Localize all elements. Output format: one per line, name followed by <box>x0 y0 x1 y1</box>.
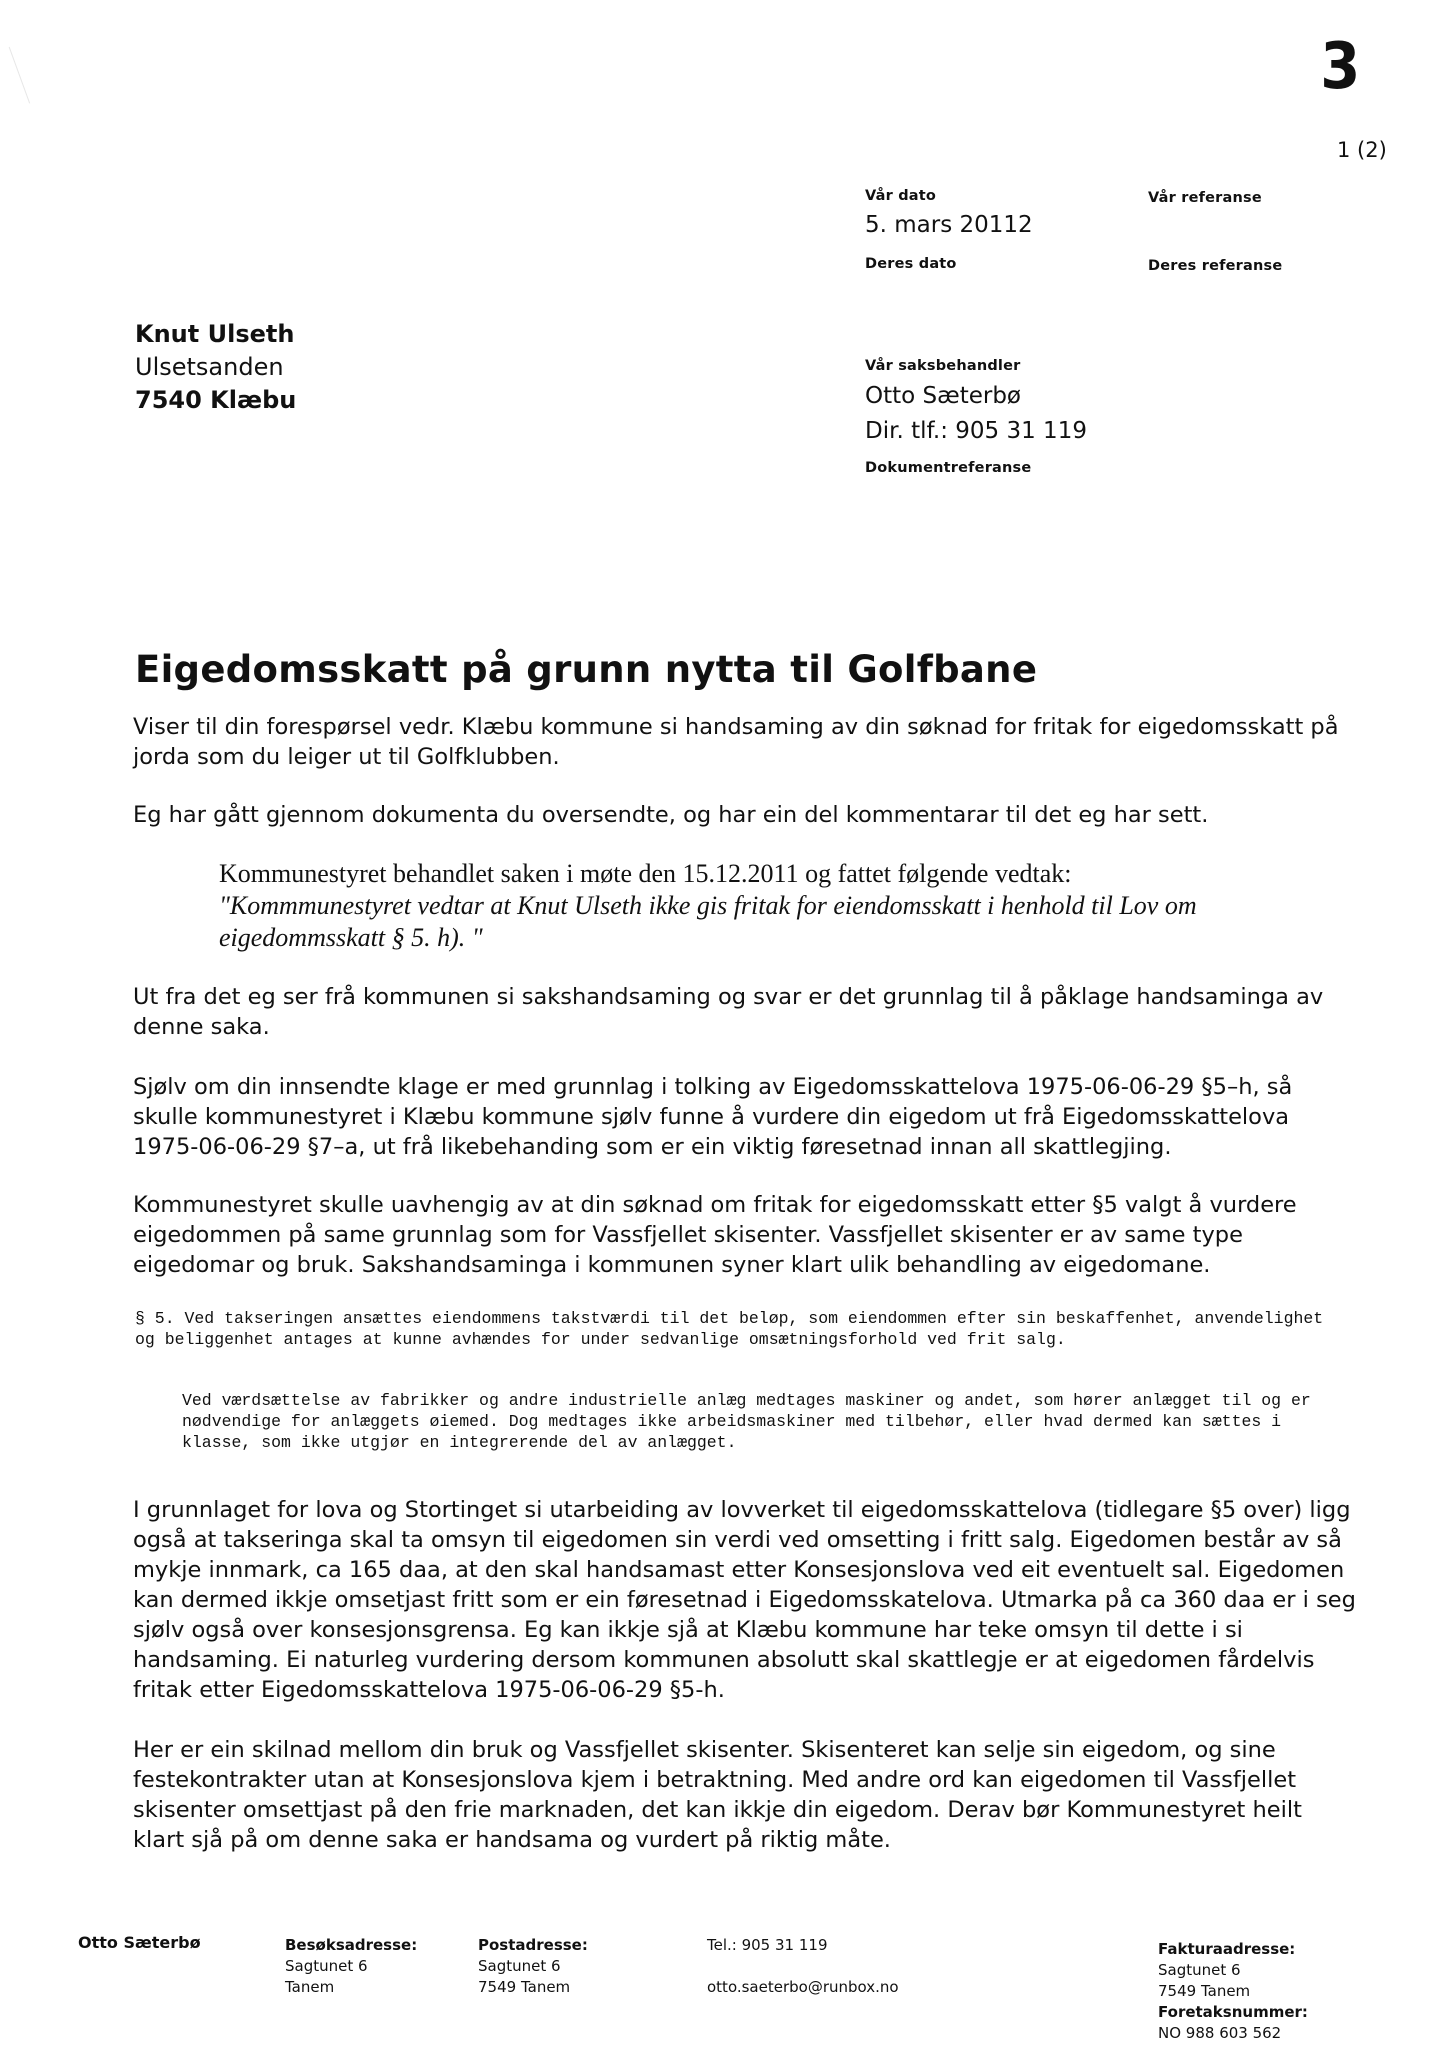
paragraph-4: Sjølv om din innsendte klage er med grunnlag i tolking av Eigedomsskattelova 1975-06-06-29 §5–h, så skulle kommunestyret i Klæbu kommune sjølv funne å vurdere din eigedom ut frå Eigedomsskattelova 1975-06-06-29 §7–a, ut frå likebehanding som er ein viktig føresetnad innan all skattlegjing. <box>133 1074 1293 1160</box>
page-number: 1 (2) <box>1337 138 1387 162</box>
var-dato-label: Vår dato <box>865 188 937 204</box>
post-line-2: 7549 Tanem <box>478 1978 571 1996</box>
foretak-label: Foretaksnummer: <box>1158 2003 1308 2021</box>
law-excerpt-sub: Ved værdsættelse av fabrikker og andre industrielle anlæg medtages maskiner og andet, som hører anlægget til og er nødvendige for anlæggets øiemed. Dog medtages ikke arbeidsmaskiner med tilbehør, eller hvad dermed kan sættes i klasse, som ikke utgjør en integrerende del av anlægget. <box>182 1391 1311 1452</box>
paragraph-3: Ut fra det eg ser frå kommunen si sakshandsaming og svar er det grunnlag til å påklage handsaminga av denne saka. <box>133 984 1324 1040</box>
saksbehandler-label: Vår saksbehandler <box>865 358 1021 374</box>
recipient-name: Knut Ulseth <box>135 320 295 348</box>
paragraph-7: Her er ein skilnad mellom din bruk og Vassfjellet skisenter. Skisenteret kan selje sin eigedom, og sine festekontrakter utan at Konsesjonslova kjem i betraktning. Med andre ord kan eigedomen til Vassfjellet skisenter omsettjast på den frie marknaden, det kan ikkje din eigedom. Derav bør Kommunestyret heilt klart sjå på om denne saka er handsama og vurdert på riktig måte. <box>133 1737 1302 1853</box>
foretak-value: NO 988 603 562 <box>1158 2024 1282 2042</box>
post-line-1: Sagtunet 6 <box>478 1957 561 1975</box>
besok-line-2: Tanem <box>285 1978 335 1996</box>
footer-phone: Tel.: 905 31 119 <box>707 1936 828 1954</box>
scan-mark <box>9 37 59 104</box>
faktura-line-2: 7549 Tanem <box>1158 1982 1251 2000</box>
paragraph-5: Kommunestyret skulle uavhengig av at din søknad om fritak for eigedomsskatt etter §5 valgt å vurdere eigedommen på same grunnlag som for Vassfjellet skisenter. Vassfjellet skisenter er av same type eigedomar og bruk. Sakshandsaminga i kommunen syner klart ulik behandling av eigedomane. <box>133 1192 1297 1278</box>
besok-label: Besøksadresse: <box>285 1936 418 1954</box>
faktura-label: Fakturaadresse: <box>1158 1940 1296 1958</box>
footer-visiting-address <box>285 1935 417 1998</box>
quote-line-2: "Kommmunestyret vedtar at Knut Ulseth ikke gis fritak for eiendomsskatt i henhold til Lov om eigedommsskatt § 5. h). " <box>219 891 1197 952</box>
quote-line-1: Kommunestyret behandlet saken i møte den 15.12.2011 og fattet følgende vedtak: <box>219 859 1072 888</box>
deres-referanse-label: Deres referanse <box>1148 258 1283 274</box>
paragraph-1: Viser til din forespørsel vedr. Klæbu kommune si handsaming av din søknad for fritak for eigedomsskatt på jorda som du leiger ut til Golfklubben. <box>133 714 1339 770</box>
footer-postal-address <box>478 1935 588 1998</box>
var-referanse-label: Vår referanse <box>1148 190 1262 206</box>
recipient-street: Ulsetsanden <box>135 353 284 381</box>
footer-invoice-address <box>1158 1939 1308 2044</box>
letter-title: Eigedomsskatt på grunn nytta til Golfbane <box>135 648 1038 691</box>
saksbehandler-value: Otto Sæterbø <box>865 383 1022 409</box>
footer-name: Otto Sæterbø <box>78 1933 201 1952</box>
faktura-line-1: Sagtunet 6 <box>1158 1961 1241 1979</box>
deres-dato-label: Deres dato <box>865 256 957 272</box>
direct-phone: Dir. tlf.: 905 31 119 <box>865 418 1087 444</box>
handwritten-page-mark: 3 <box>1320 30 1361 104</box>
recipient-postal: 7540 Klæbu <box>135 386 297 414</box>
dokumentreferanse-label: Dokumentreferanse <box>865 460 1032 476</box>
law-excerpt: § 5. Ved takseringen ansættes eiendommens takstværdi til det beløp, som eiendommen efter sin beskaffenhet, anvendelighet og beliggenhet antages at kunne avhændes for under sedvanlige omsætningsforhold ved frit salg. <box>135 1309 1334 1349</box>
var-dato-value: 5. mars 20112 <box>865 212 1033 238</box>
quoted-decision <box>219 858 1339 954</box>
footer-contact <box>707 1935 899 1998</box>
recipient-address <box>135 318 296 417</box>
besok-line-1: Sagtunet 6 <box>285 1957 368 1975</box>
footer-email: otto.saeterbo@runbox.no <box>707 1978 899 1996</box>
post-label: Postadresse: <box>478 1936 588 1954</box>
paragraph-6: I grunnlaget for lova og Stortinget si utarbeiding av lovverket til eigedomsskattelova (tidlegare §5 over) ligg også at takseringa skal ta omsyn til eigedomen sin verdi ved omsetting i fritt salg. Eigedomen består av så mykje innmark, ca 165 daa, at den skal handsamast etter Konsesjonslova ved eit eventuelt sal. Eigedomen kan dermed ikkje omsetjast fritt som er ein føresetnad i Eigedomsskatelova. Utmarka på ca 360 daa er i seg sjølv også over konsesjonsgrensa. Eg kan ikkje sjå at Klæbu kommune har teke omsyn til dette i si handsaming. Ei naturleg vurdering dersom kommunen absolutt skal skattlegje er at eigedomen fårdelvis fritak etter Eigedomsskattelova 1975-06-06-29 §5-h. <box>133 1497 1356 1703</box>
paragraph-2: Eg har gått gjennom dokumenta du oversendte, og har ein del kommentarar til det eg har sett. <box>133 802 1209 828</box>
